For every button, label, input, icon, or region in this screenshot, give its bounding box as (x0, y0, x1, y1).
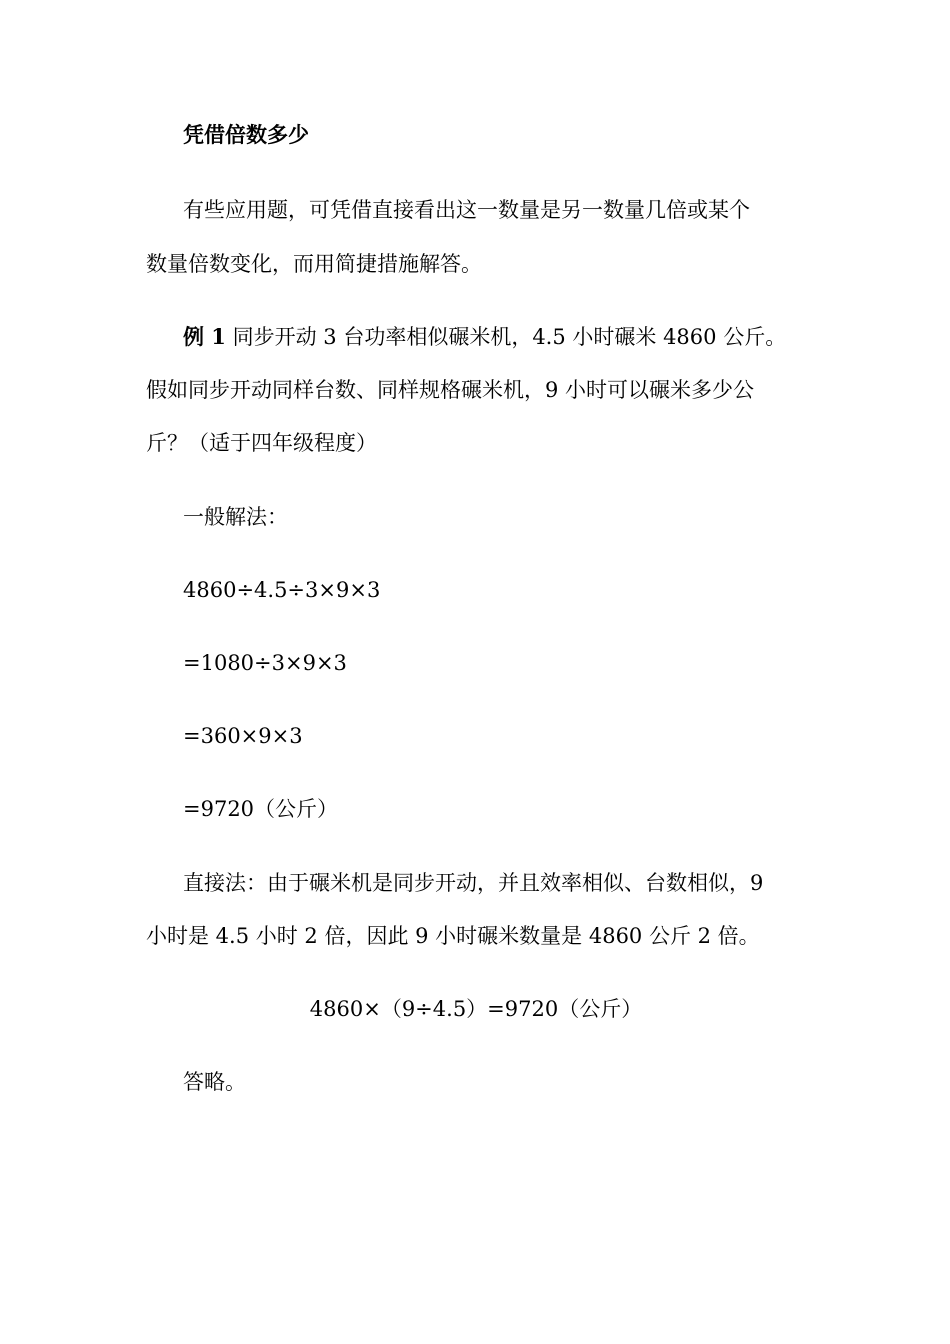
example-line-3: 斤？（适于四年级程度） (146, 431, 377, 455)
example-label: 例 1 (183, 324, 226, 349)
calc-step-3: =360×9×3 (183, 724, 303, 748)
answer-text: 答略。 (183, 1070, 246, 1094)
intro-line-1: 有些应用题，可凭借直接看出这一数量是另一数量几倍或某个 (183, 198, 750, 222)
direct-method-line-1: 直接法：由于碾米机是同步开动，并且效率相似、台数相似，9 (183, 871, 764, 895)
direct-method-line-2: 小时是 4.5 小时 2 倍，因此 9 小时碾米数量是 4860 公斤 2 倍。 (146, 924, 760, 948)
calc-step-1: 4860÷4.5÷3×9×3 (183, 578, 381, 602)
general-method-heading: 一般解法： (183, 505, 288, 529)
example-line-2: 假如同步开动同样台数、同样规格碾米机，9 小时可以碾米多少公 (146, 378, 755, 402)
calc-step-2: =1080÷3×9×3 (183, 651, 347, 675)
calc-step-4: =9720（公斤） (183, 797, 339, 821)
example-line-1 (183, 323, 843, 351)
example-text: 同步开动 3 台功率相似碾米机，4.5 小时碾米 4860 公斤。 (225, 325, 787, 349)
intro-line-2: 数量倍数变化，而用简捷措施解答。 (146, 252, 482, 276)
direct-method-formula: 4860×（9÷4.5）=9720（公斤） (309, 997, 643, 1021)
section-title: 凭借倍数多少 (183, 122, 309, 147)
